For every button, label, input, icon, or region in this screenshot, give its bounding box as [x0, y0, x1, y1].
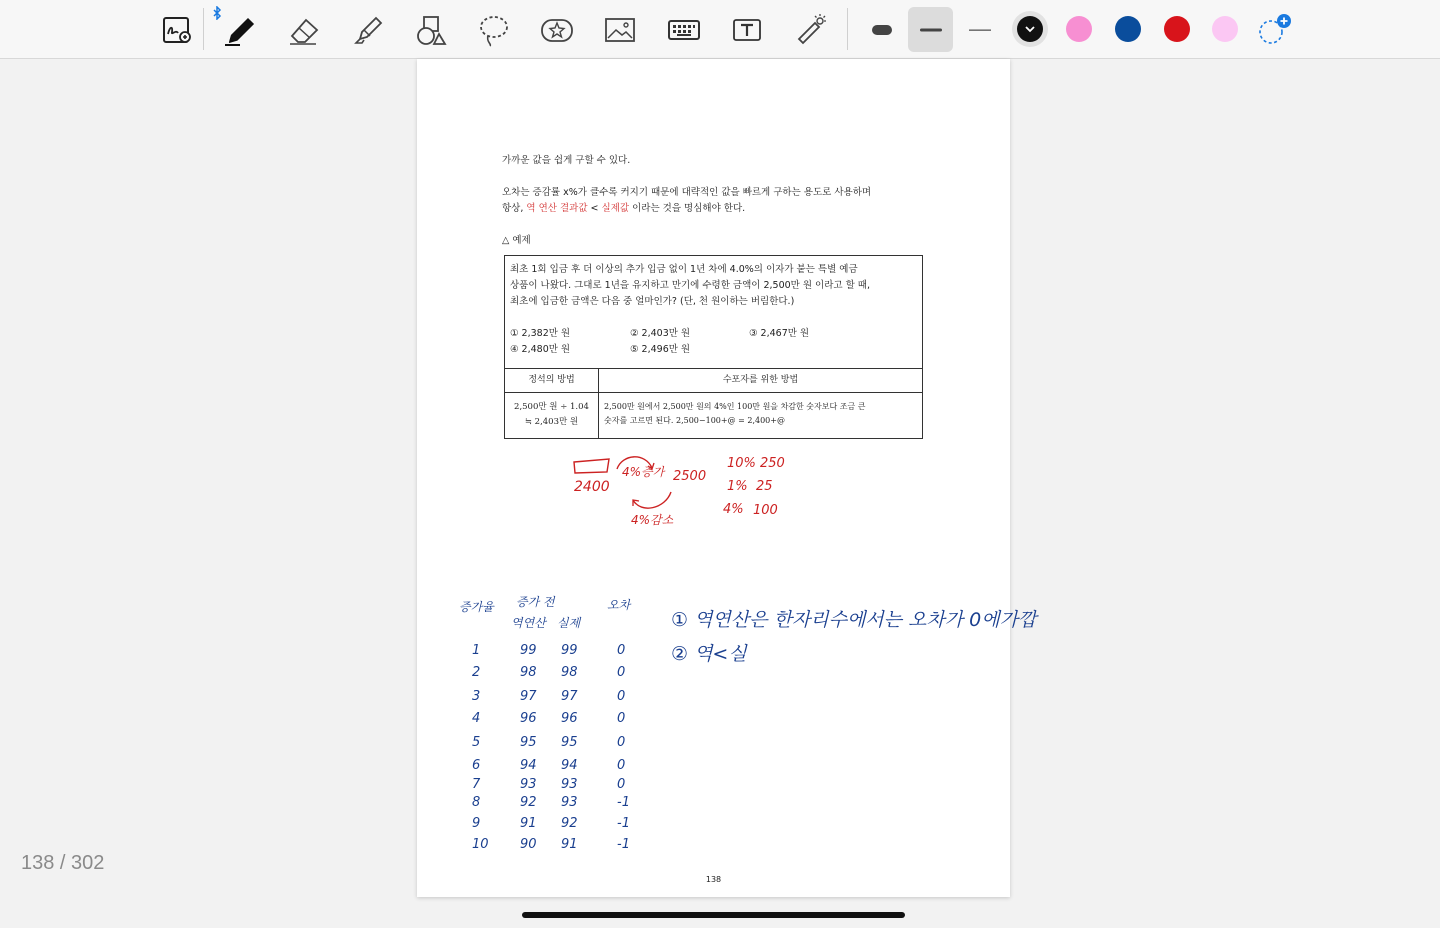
shapes-tool[interactable]: [408, 8, 452, 52]
handwriting-col-error: 오차: [607, 598, 631, 612]
handwriting-percent: 10%: [727, 456, 756, 471]
question-line: 최초에 입금한 금액은 다음 중 얼마인가? (단, 천 원이하는 버림한다.): [510, 296, 795, 307]
text-tool[interactable]: [725, 8, 769, 52]
handwriting-col-actual: 실제: [557, 616, 581, 630]
highlight-text: 실제값: [601, 203, 630, 214]
lasso-icon: [476, 12, 512, 48]
toolbar: [0, 0, 1440, 59]
color-swatch-black[interactable]: [1017, 16, 1043, 42]
handwriting-cell-rev: 99: [520, 643, 537, 658]
color-swatch-blue[interactable]: [1115, 16, 1141, 42]
laser-pointer-tool[interactable]: [789, 8, 833, 52]
document-page[interactable]: [417, 59, 1037, 897]
handwriting-cell-rev: 94: [520, 758, 537, 773]
handwriting-value: 25: [756, 479, 773, 494]
thick-stroke-icon: [864, 12, 900, 48]
keyboard-tool[interactable]: [662, 8, 706, 52]
laser-pointer-icon: [793, 12, 829, 48]
text-span: 항상,: [502, 203, 524, 214]
stroke-thin[interactable]: [958, 8, 1002, 52]
image-tool[interactable]: [598, 8, 642, 52]
toolbar-divider: [203, 8, 204, 50]
handwriting-2400: 2400: [574, 479, 610, 495]
handwriting-cell-rate: 2: [472, 665, 481, 680]
handwriting-cell-rev: 97: [520, 689, 537, 704]
handwriting-cell-rate: 9: [472, 816, 481, 831]
handwriting-cell-rate: 4: [472, 711, 481, 726]
handwriting-zoom-icon: [159, 12, 195, 48]
handwriting-cell-rate: 3: [472, 689, 481, 704]
sticker-icon: [539, 12, 575, 48]
table-cell: 2,500만 원에서 2,500만 원의 4%인 100만 원을 차감한 숫자보다 조금 큰: [604, 402, 866, 411]
handwriting-zoom-tool[interactable]: [155, 8, 199, 52]
handwriting-cell-act: 91: [561, 837, 578, 852]
handwriting-col-reverse: 역연산: [511, 616, 546, 630]
handwriting-cell-err: 0: [617, 777, 626, 792]
handwriting-cell-act: 97: [561, 689, 578, 704]
highlighter-tool[interactable]: [346, 8, 390, 52]
handwriting-cell-rate: 7: [472, 777, 481, 792]
handwriting-cell-rev: 96: [520, 711, 537, 726]
keyboard-icon: [666, 12, 702, 48]
highlight-text: 역 연산 결과값: [526, 203, 588, 214]
medium-stroke-icon: [913, 12, 949, 48]
handwriting-cell-err: 0: [617, 758, 626, 773]
handwriting-cell-rate: 10: [472, 837, 489, 852]
handwriting-cell-err: -1: [617, 816, 630, 831]
thin-stroke-icon: [962, 12, 998, 48]
handwriting-cell-act: 98: [561, 665, 578, 680]
handwriting-cell-rev: 95: [520, 735, 537, 750]
paragraph-line-2: [502, 201, 745, 217]
handwriting-cell-act: 99: [561, 643, 578, 658]
handwriting-cell-act: 96: [561, 711, 578, 726]
table-cell: 숫자를 고르면 된다. 2,500−100+@ = 2,400+@: [604, 416, 785, 425]
handwriting-decrease: 4%감소: [631, 513, 674, 527]
example-label: △ 예제: [502, 235, 531, 246]
pen-tool[interactable]: [218, 8, 262, 52]
image-icon: [602, 12, 638, 48]
handwriting-cell-err: -1: [617, 837, 630, 852]
sticker-tool[interactable]: [535, 8, 579, 52]
handwriting-cell-rev: 90: [520, 837, 537, 852]
page-number: 138: [705, 875, 722, 884]
color-swatch-pink[interactable]: [1066, 16, 1092, 42]
table-cell: ≒ 2,403만 원: [524, 417, 579, 427]
handwriting-note-1: ① 역연산은 한자리수에서는 오차가 0에가깝: [671, 609, 1037, 631]
handwriting-cell-rev: 92: [520, 795, 537, 810]
stroke-medium[interactable]: [909, 8, 953, 52]
handwriting-cell-err: 0: [617, 735, 626, 750]
handwriting-percent: 4%: [723, 502, 744, 517]
question-line: 상품이 나왔다. 그대로 1년을 유지하고 만기에 수령한 금액이 2,500만 원 이라고 할 때,: [510, 280, 871, 291]
handwriting-cell-err: -1: [617, 795, 630, 810]
handwriting-cell-err: 0: [617, 711, 626, 726]
handwriting-col-before: 증가 전: [516, 595, 555, 609]
lasso-tool[interactable]: [472, 8, 516, 52]
page-counter: 138 / 302: [21, 852, 105, 874]
table-header: 정석의 방법: [528, 375, 575, 385]
example-box: [504, 255, 923, 439]
handwriting-cell-rev: 93: [520, 777, 537, 792]
handwriting-value: 100: [753, 503, 778, 518]
toolbar-divider: [847, 8, 848, 50]
handwriting-cell-rev: 91: [520, 816, 537, 831]
handwriting-cell-err: 0: [617, 643, 626, 658]
text-box-icon: [729, 12, 765, 48]
table-divider: [505, 368, 922, 369]
eraser-icon: [286, 12, 322, 48]
handwriting-cell-rate: 6: [472, 758, 481, 773]
answer-option: ① 2,382만 원: [510, 328, 571, 339]
handwriting-cell-err: 0: [617, 689, 626, 704]
less-than-sign: <: [590, 203, 599, 214]
handwriting-cell-act: 95: [561, 735, 578, 750]
handwriting-cell-act: 93: [561, 795, 578, 810]
intro-line: 가까운 값을 쉽게 구할 수 있다.: [502, 155, 631, 166]
add-color-button[interactable]: [1252, 8, 1296, 52]
answer-option: ② 2,403만 원: [630, 328, 691, 339]
paragraph-line: 오차는 증감률 x%가 클수록 커지기 때문에 대략적인 값을 빠르게 구하는 용도로 사용하며: [502, 187, 872, 198]
handwriting-cell-rate: 8: [472, 795, 481, 810]
answer-option: ④ 2,480만 원: [510, 344, 571, 355]
table-cell: 2,500만 원 ÷ 1.04: [514, 402, 589, 412]
handwriting-increase: 4%증가: [622, 465, 665, 479]
handwriting-cell-act: 94: [561, 758, 578, 773]
stroke-thick[interactable]: [860, 8, 904, 52]
pen-icon: [222, 12, 258, 48]
highlighter-icon: [350, 12, 386, 48]
table-divider: [505, 392, 922, 393]
handwriting-note-2: ② 역<실: [671, 643, 747, 665]
add-color-icon: [1252, 8, 1296, 52]
table-header: 수포자를 위한 방법: [722, 375, 799, 385]
handwriting-cell-act: 93: [561, 777, 578, 792]
home-indicator[interactable]: [522, 912, 905, 918]
handwriting-cell-rate: 5: [472, 735, 481, 750]
handwriting-cell-rate: 1: [472, 643, 481, 658]
text-span: 이라는 것을 명심해야 한다.: [632, 203, 746, 214]
handwriting-value: 250: [760, 456, 785, 471]
answer-option: ③ 2,467만 원: [749, 328, 810, 339]
chevron-down-icon: [1017, 16, 1043, 42]
handwriting-cell-err: 0: [617, 665, 626, 680]
handwriting-col-rate: 증가율: [459, 600, 494, 614]
handwriting-percent: 1%: [727, 479, 748, 494]
question-line: 최초 1회 입금 후 더 이상의 추가 입금 없이 1년 차에 4.0%의 이자가 붙는 특별 예금: [510, 264, 858, 275]
eraser-tool[interactable]: [282, 8, 326, 52]
handwriting-cell-rev: 98: [520, 665, 537, 680]
color-swatch-light-pink[interactable]: [1212, 16, 1238, 42]
answer-option: ⑤ 2,496만 원: [630, 344, 691, 355]
handwriting-cell-act: 92: [561, 816, 578, 831]
shapes-icon: [412, 12, 448, 48]
handwriting-2500: 2500: [673, 469, 707, 484]
color-swatch-red[interactable]: [1164, 16, 1190, 42]
